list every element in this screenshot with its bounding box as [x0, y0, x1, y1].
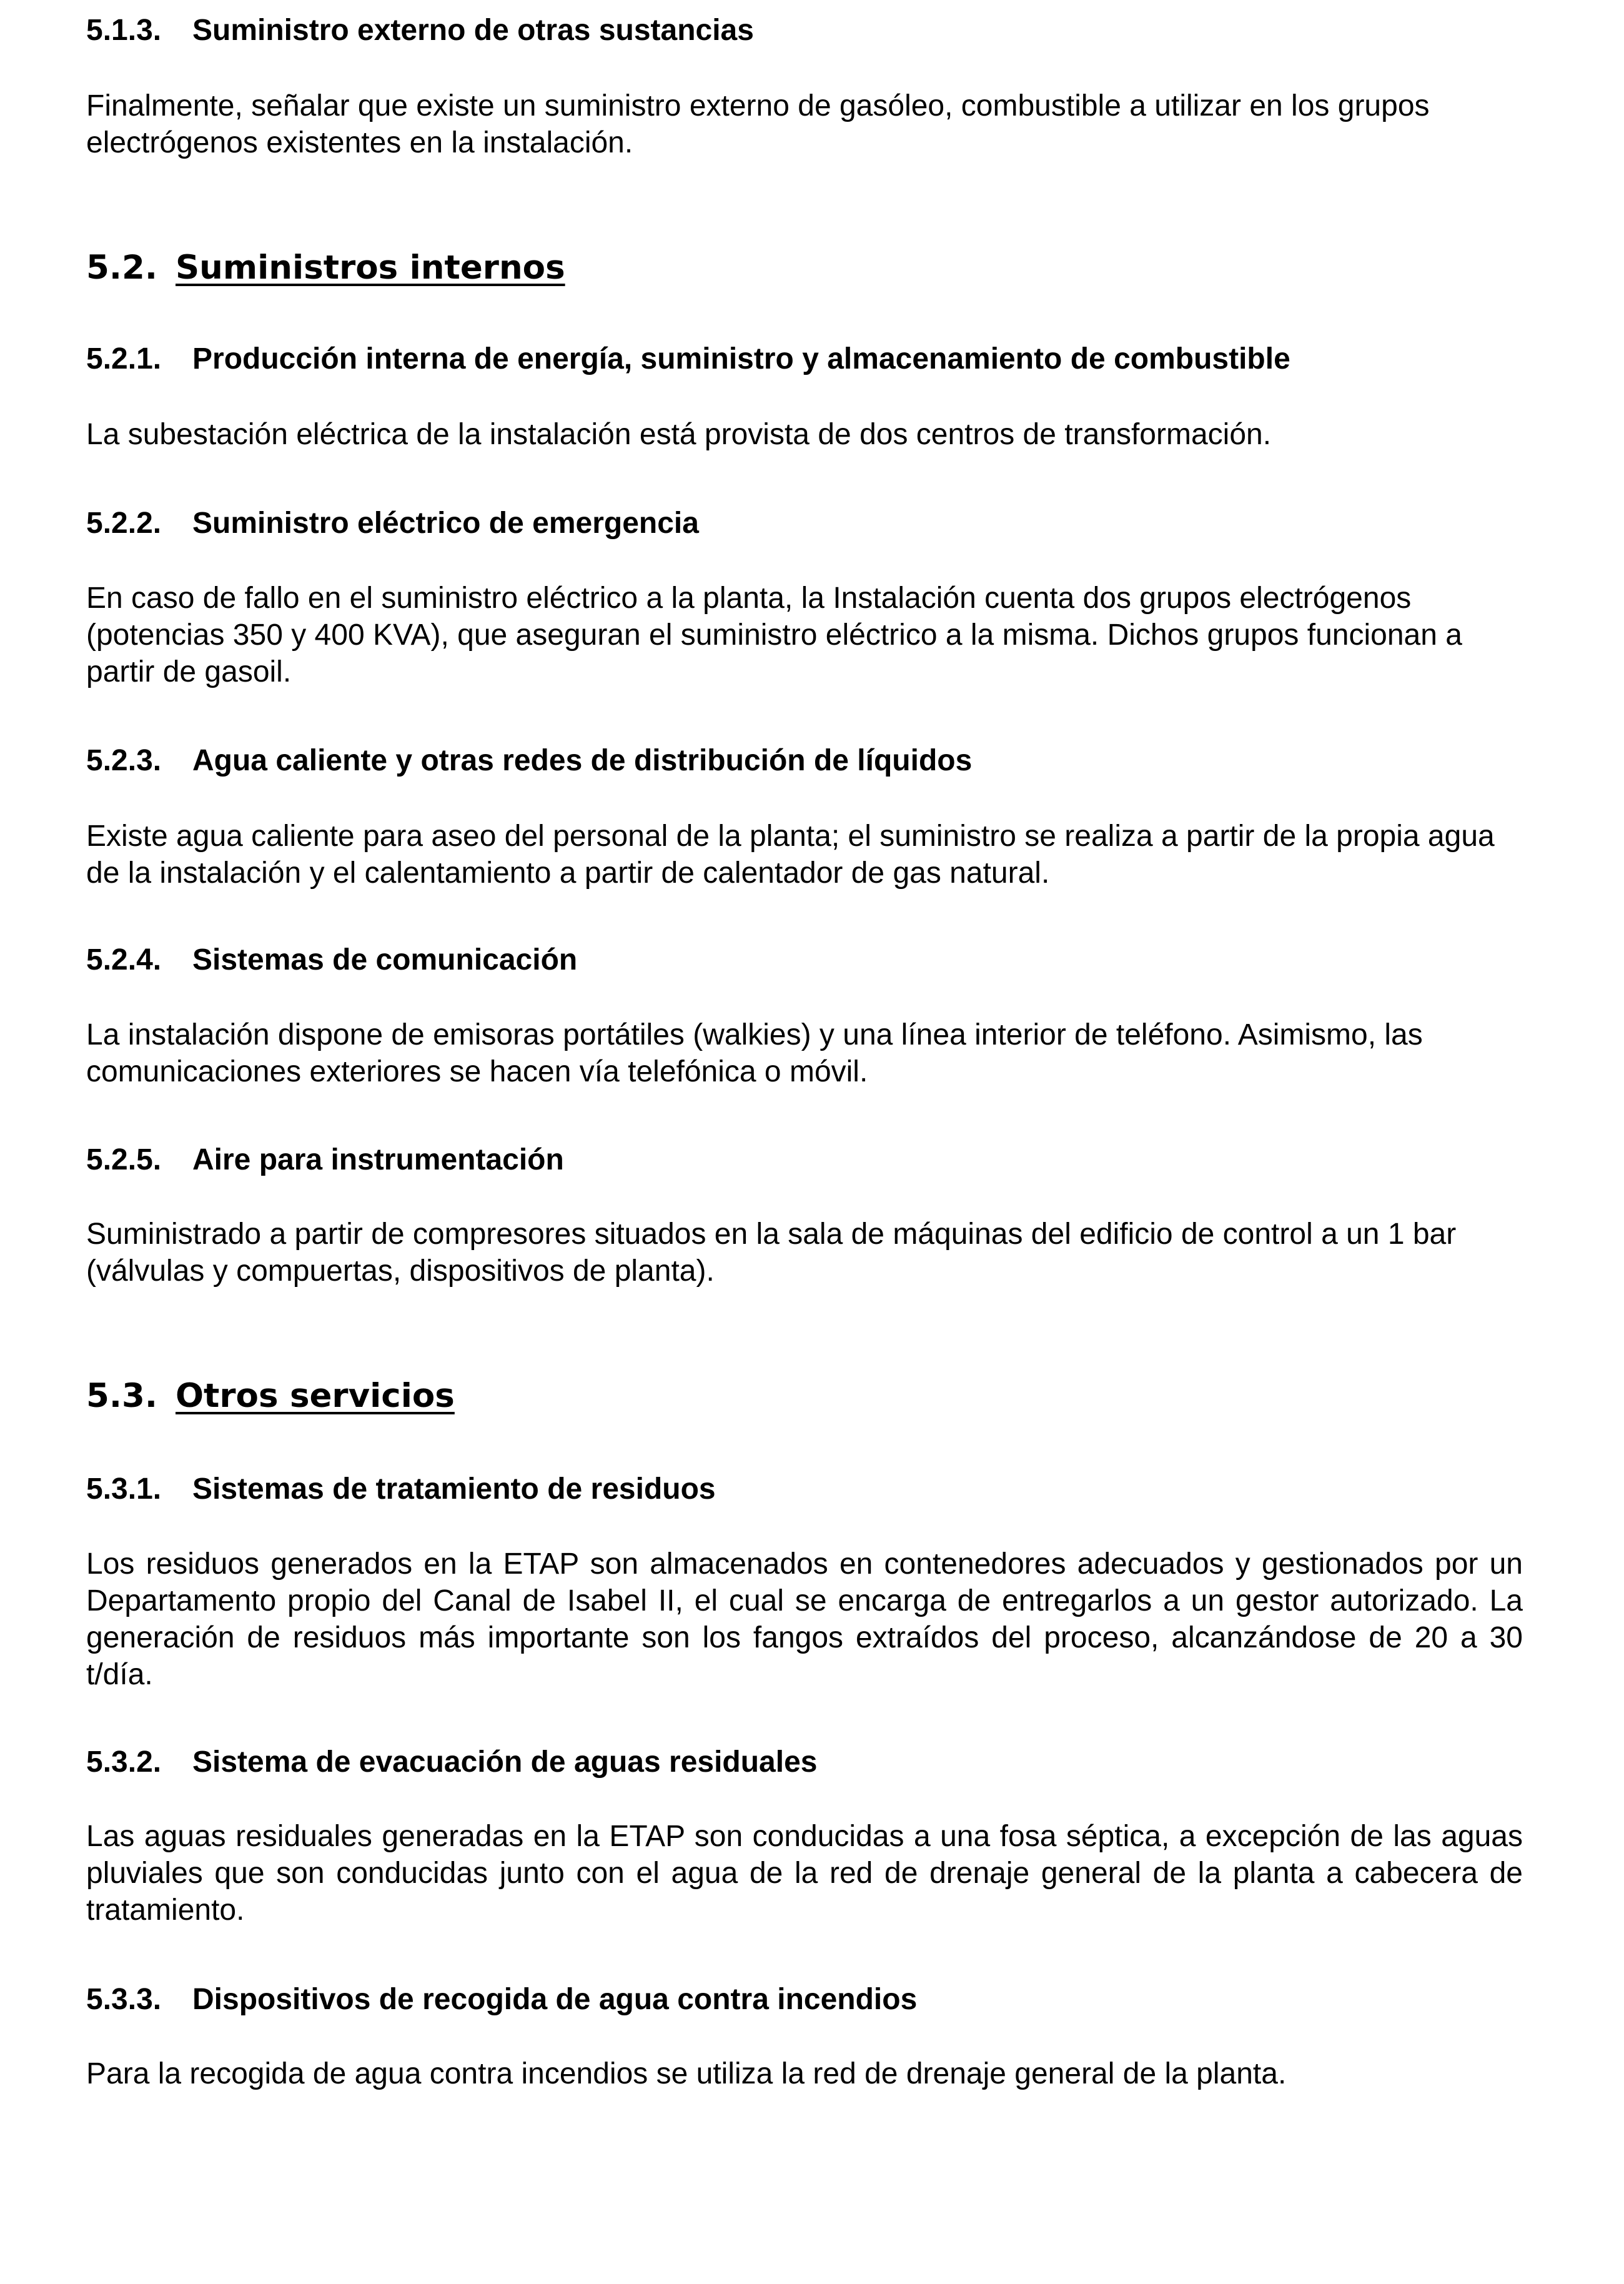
heading-number: 5.3.1.: [86, 1472, 162, 1506]
paragraph-5-2-2: En caso de fallo en el suministro eléctrico a la planta, la Instalación cuenta dos grupos electrógenos (potencias 350 y 400 KVA), que aseguran el suministro eléctrico a la misma. Dichos grupos funcionan a partir de gasoil.: [86, 582, 1462, 688]
heading-title: Suministro eléctrico de emergencia: [192, 507, 699, 540]
section-number: 5.2.: [86, 249, 158, 287]
heading-title: Agua caliente y otras redes de distribución de líquidos: [192, 744, 973, 777]
heading-number: 5.2.4.: [86, 943, 162, 976]
paragraph-5-3-2: Las aguas residuales generadas en la ETAP son conducidas a una fosa séptica, a excepción de las aguas pluviales que son conducidas junto con el agua de la red de drenaje general de la planta a cabecera de tratamiento.: [86, 1820, 1523, 1927]
heading-5-2-3: [86, 743, 972, 779]
section-title: Suministros internos: [176, 249, 565, 287]
heading-5-2-2: [86, 505, 699, 542]
heading-5-2: [86, 248, 565, 288]
heading-5-2-5: [86, 1142, 564, 1178]
heading-number: 5.1.3.: [86, 14, 162, 47]
paragraph-5-3-3: Para la recogida de agua contra incendios se utiliza la red de drenaje general de la planta.: [86, 2057, 1287, 2090]
heading-title: Aire para instrumentación: [192, 1143, 564, 1176]
heading-title: Sistemas de tratamiento de residuos: [192, 1472, 716, 1506]
heading-title: Sistema de evacuación de aguas residuales: [192, 1745, 818, 1779]
paragraph-5-3-1: Los residuos generados en la ETAP son almacenados en contenedores adecuados y gestionados por un Departamento propio del Canal de Isabel II, el cual se encarga de entregarlos a un gestor autorizado. La generación de residuos más importante son los fangos extraídos del proceso, alcanzándose de 20 a 30 t/día.: [86, 1547, 1523, 1691]
heading-5-3-3: [86, 1982, 917, 2018]
heading-5-2-1: [86, 341, 1290, 377]
section-title: Otros servicios: [176, 1377, 455, 1415]
paragraph-5-2-5: Suministrado a partir de compresores situados en la sala de máquinas del edificio de control a un 1 bar (válvulas y compuertas, dispositivos de planta).: [86, 1218, 1457, 1288]
heading-number: 5.3.3.: [86, 1983, 162, 2016]
section-number: 5.3.: [86, 1377, 158, 1415]
paragraph-5-1-3: Finalmente, señalar que existe un suministro externo de gasóleo, combustible a utilizar en los grupos electrógenos existentes en la instalación.: [86, 89, 1430, 159]
heading-title: Producción interna de energía, suministro y almacenamiento de combustible: [192, 342, 1290, 375]
heading-5-1-3: [86, 12, 754, 49]
heading-title: Sistemas de comunicación: [192, 943, 578, 976]
heading-number: 5.3.2.: [86, 1745, 162, 1779]
heading-title: Dispositivos de recogida de agua contra incendios: [192, 1983, 918, 2016]
heading-5-3: [86, 1376, 455, 1416]
heading-number: 5.2.3.: [86, 744, 162, 777]
heading-5-3-1: [86, 1471, 716, 1507]
heading-number: 5.2.5.: [86, 1143, 162, 1176]
heading-5-3-2: [86, 1744, 817, 1780]
heading-5-2-4: [86, 942, 577, 978]
heading-number: 5.2.1.: [86, 342, 162, 375]
paragraph-5-2-4: La instalación dispone de emisoras portátiles (walkies) y una línea interior de teléfono. Asimismo, las comunicaciones exteriores se hacen vía telefónica o móvil.: [86, 1018, 1423, 1088]
heading-number: 5.2.2.: [86, 507, 162, 540]
paragraph-5-2-1: La subestación eléctrica de la instalación está provista de dos centros de transformación.: [86, 418, 1272, 451]
paragraph-5-2-3: Existe agua caliente para aseo del personal de la planta; el suministro se realiza a partir de la propia agua de la instalación y el calentamiento a partir de calentador de gas natural.: [86, 820, 1495, 890]
heading-title: Suministro externo de otras sustancias: [192, 14, 754, 47]
